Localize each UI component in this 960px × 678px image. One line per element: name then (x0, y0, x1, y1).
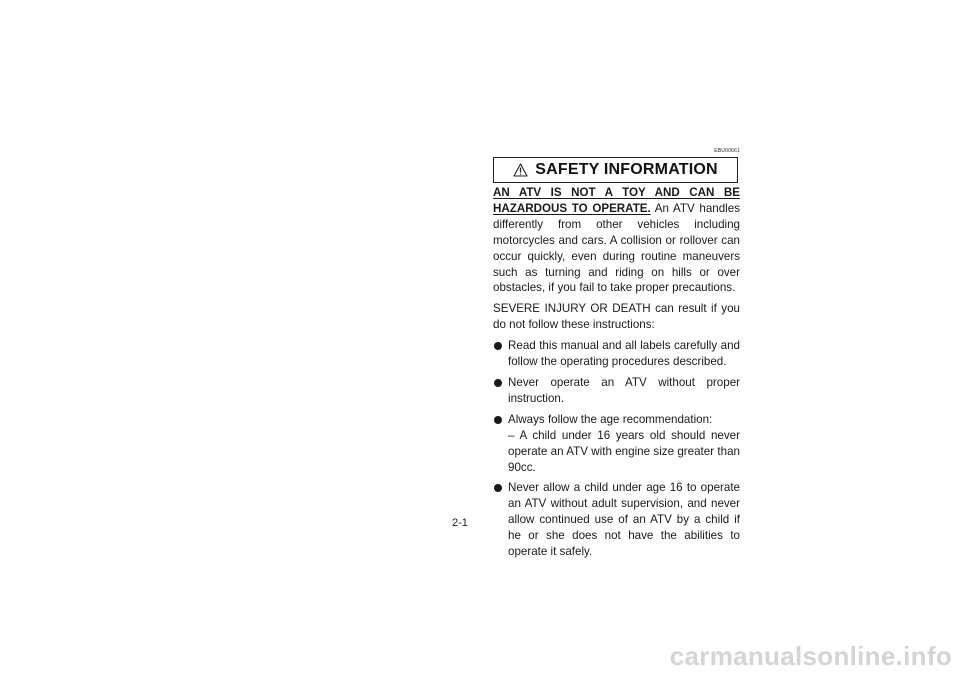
watermark: carmanualsonline.info (669, 641, 952, 671)
list-item-text: Never allow a child under age 16 to operate an ATV without adult supervision, and never allow continued use of an ATV by a child if he or she does not have the abilities to operate it safely. (508, 481, 740, 559)
bullet-icon (494, 484, 502, 492)
intro-paragraph (493, 185, 740, 296)
intro-text: An ATV handles differently from other vehicles including motorcycles and cars. A collision or rollover can occur quickly, even during routine maneuvers such as turning and riding on hills or over obstacles, if you fail to take proper precautions. (493, 201, 740, 295)
list-item-text: Never operate an ATV without proper instruction. (508, 375, 740, 405)
list-item (493, 375, 740, 407)
list-item (493, 338, 740, 370)
list-item-text: Always follow the age recommendation: (508, 412, 713, 426)
list-item (493, 412, 740, 476)
page-number: 2-1 (452, 517, 468, 529)
hazard-statement: AN ATV IS NOT A TOY AND CAN BE HAZARDOUS TO OPERATE. (493, 186, 740, 215)
warning-triangle-icon (513, 163, 528, 177)
bullet-icon (494, 342, 502, 350)
section-title-box (493, 157, 738, 183)
bullet-icon (494, 379, 502, 387)
list-item-subtext: – A child under 16 years old should never operate an ATV with engine size greater than 90cc. (508, 428, 740, 474)
instruction-list (493, 338, 740, 560)
warning-paragraph: SEVERE INJURY OR DEATH can result if you do not follow these instructions: (493, 302, 740, 332)
safety-content (493, 185, 740, 565)
document-code: EBU00661 (714, 148, 740, 154)
section-title: SAFETY INFORMATION (535, 161, 718, 178)
bullet-icon (494, 416, 502, 424)
list-item-text: Read this manual and all labels carefully and follow the operating procedures described. (508, 339, 740, 369)
list-item (493, 480, 740, 560)
